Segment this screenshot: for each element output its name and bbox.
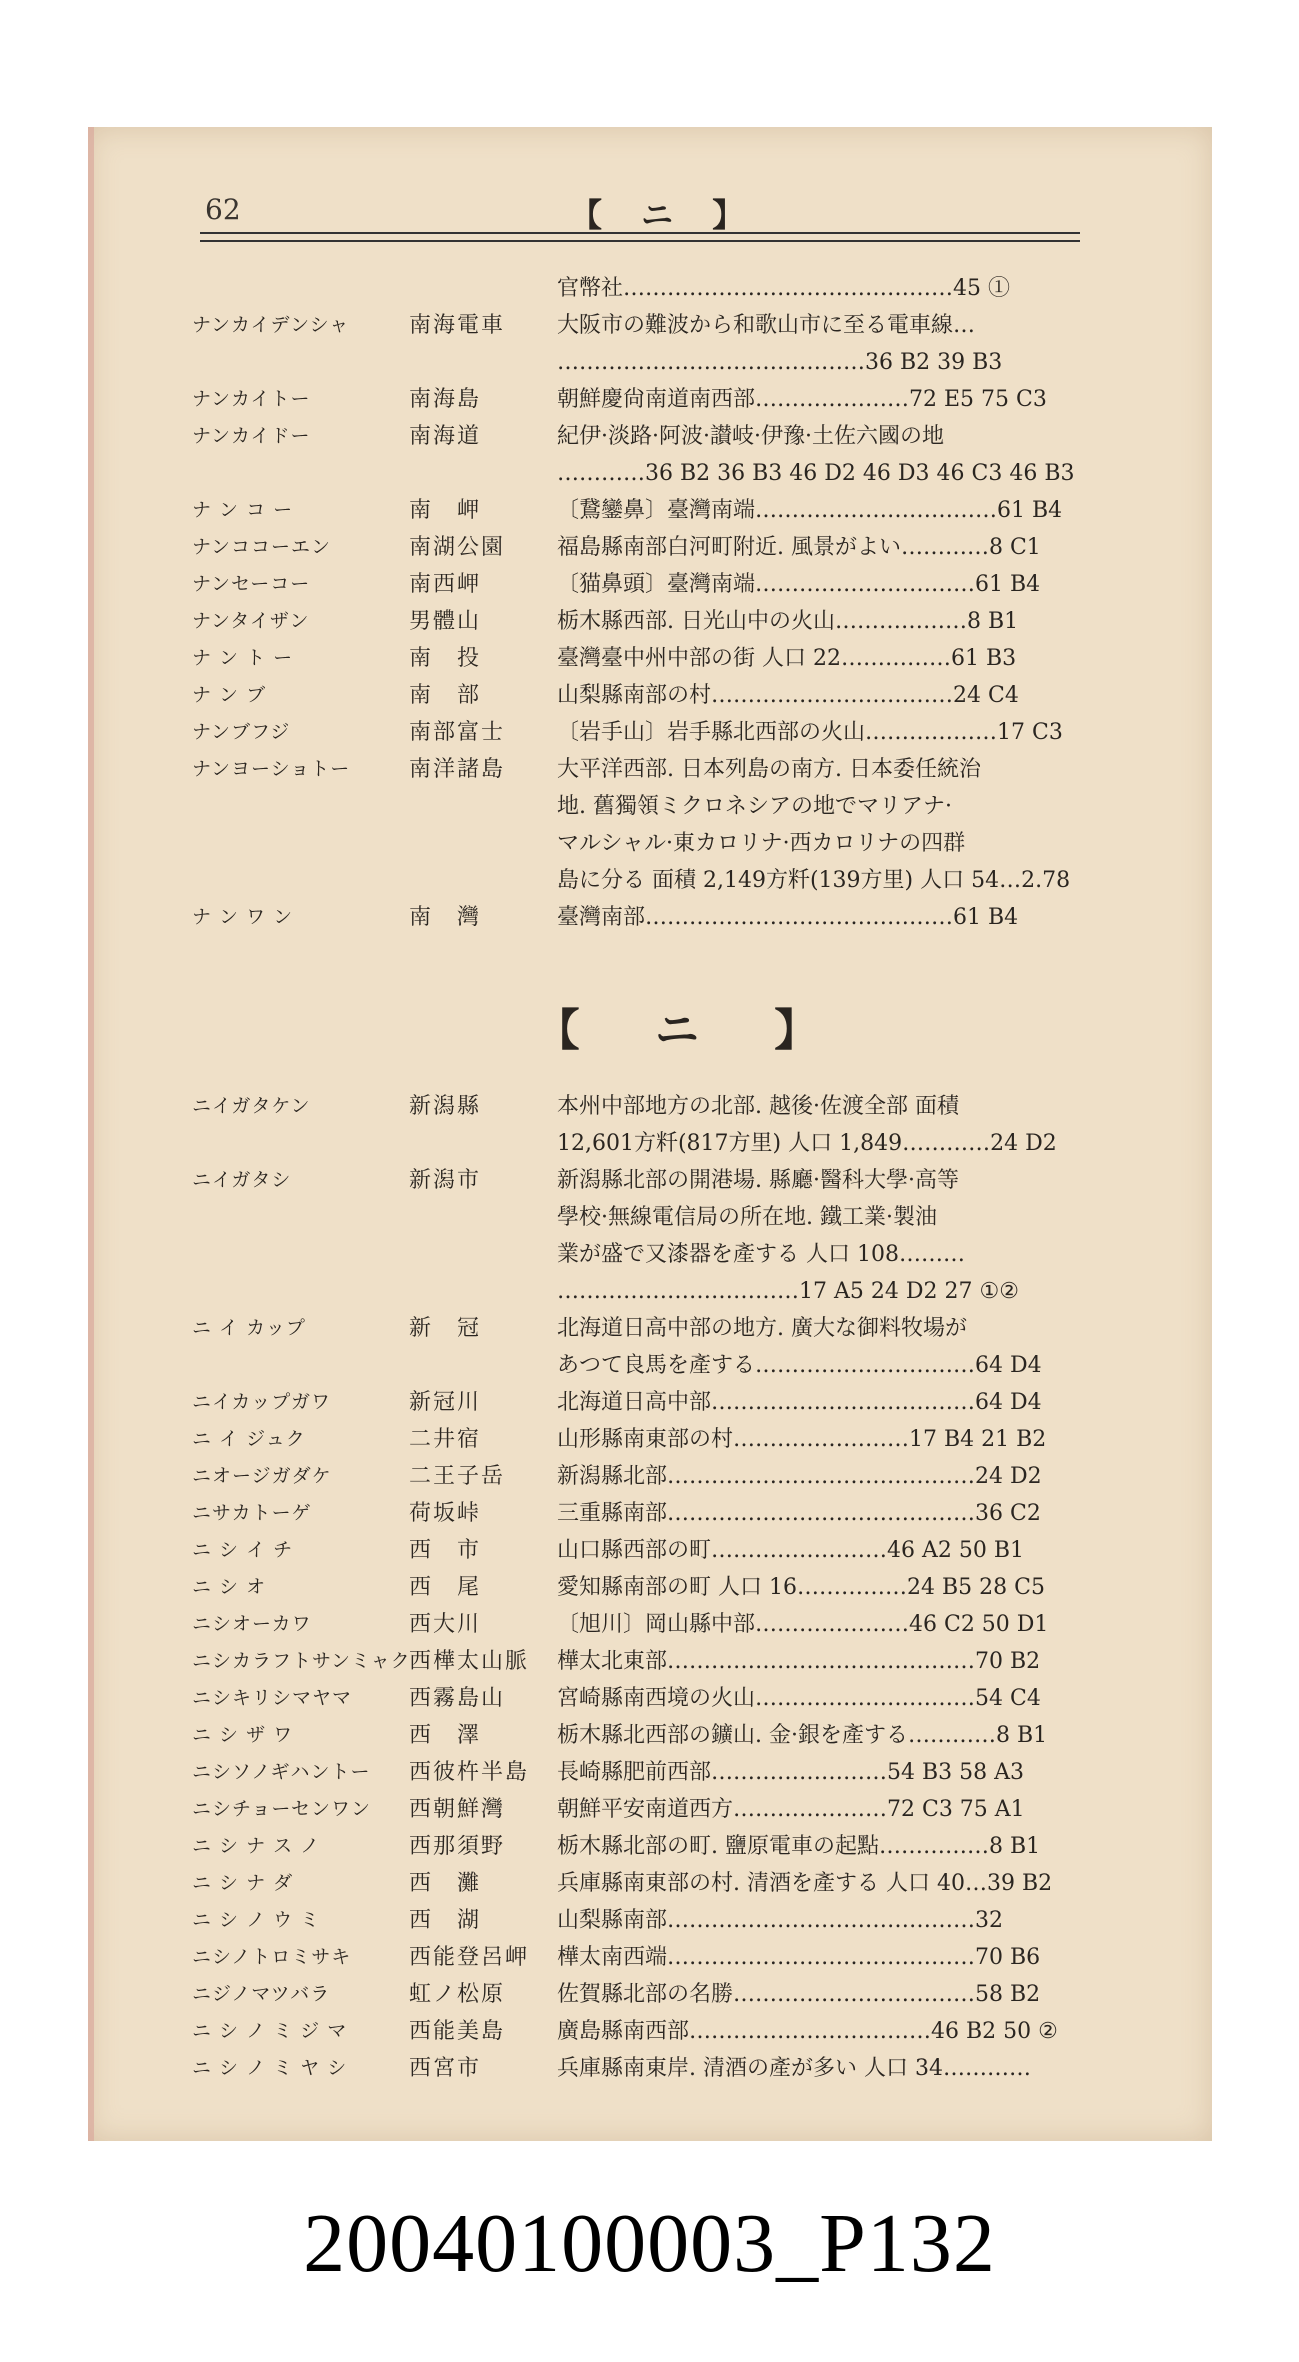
entry-row [192,1162,1072,1310]
entry-row [192,1532,1072,1569]
entry-row [192,1902,1072,1939]
entry-kana: ニシオーカワ [192,1613,312,1635]
paper-edge-stain [88,127,94,2141]
entry-kanji: 西 尾 [409,1575,482,1600]
entry-description [557,1569,1072,1606]
entry-description [557,2050,1072,2087]
entry-kanji: 新冠川 [409,1390,482,1415]
entry-kana: ナンタイザン [192,610,310,632]
entry-line: 臺灣南部……………………………………61 B4 [557,905,1019,930]
entry-row [192,751,1072,899]
entry-kana: ナンカイドー [192,425,311,447]
entry-kanji: 荷坂峠 [409,1501,482,1526]
entry-kana: ニシカラフトサンミャク [192,1650,411,1672]
section-na-entries [192,270,1075,936]
entry-row [192,1791,1072,1828]
entry-description [557,1902,1072,1939]
entry-kanji: 南海道 [409,424,482,449]
entry-kanji: 南洋諸島 [409,757,506,782]
entry-description [557,1717,1072,1754]
entry-kana: ニサカトーゲ [192,1502,312,1524]
entry-line: 北海道日高中部………………………………64 D4 [557,1390,1042,1415]
entry-kanji: 新潟市 [409,1168,482,1193]
entry-kanji: 西那須野 [409,1834,506,1859]
entry-kana: ニ シ イ チ [192,1539,294,1561]
entry-description [557,1791,1072,1828]
entry-kanji: 新 冠 [409,1316,482,1341]
entry-kana: ナ ン ブ [192,684,267,706]
entry-kanji: 西朝鮮灣 [409,1797,506,1822]
entry-line: ……………………………………36 B2 39 B3 [557,350,1003,375]
entry-kanji: 南海島 [409,387,482,412]
entry-description [557,566,1072,603]
page-header: 【 ニ 】 [570,196,759,234]
entry-row [192,1606,1072,1643]
entry-description [557,492,1072,529]
entry-description [557,1976,1072,2013]
entry-kana: ニ シ ノ ウ ミ [192,1909,321,1931]
entry-line: 山形縣南東部の村……………………17 B4 21 B2 [557,1427,1047,1452]
entry-kana: ナ ン ワ ン [192,906,294,928]
entry-description [557,640,1072,677]
entry-line: 臺灣臺中州中部の街 人口 22……………61 B3 [557,646,1017,671]
entry-line: 北海道日高中部の地方. 廣大な御料牧場が [557,1316,967,1341]
entry-line: 愛知縣南部の町 人口 16……………24 B5 28 C5 [557,1575,1045,1600]
entry-line: 官幣社………………………………………45 ① [557,276,1010,301]
section-ni-heading: 【 ニ 】 [535,1005,849,1056]
entry-kanji: 南 灣 [409,905,482,930]
entry-kana: ニオージガダケ [192,1465,332,1487]
entry-line: 業が盛で又漆器を產する 人口 108……… [557,1242,965,1267]
entry-row [192,1828,1072,1865]
entry-description [557,603,1072,640]
entry-row [192,492,1072,529]
entry-line: 新潟縣北部の開港場. 縣廳·醫科大學·高等 [557,1168,959,1193]
entry-kana: ナンヨーショトー [192,758,351,780]
entry-kana: ニシノトロミサキ [192,1946,352,1968]
entry-kana: ニジノマツバラ [192,1983,331,2005]
entry-description [557,418,1074,492]
entry-row [192,899,1072,936]
entry-kana: ニ イ カップ [192,1317,306,1339]
entry-row [192,2050,1072,2087]
entry-kana: ナ ン ト ー [192,647,294,669]
entry-row [192,381,1072,418]
entry-kanji: 西 灘 [409,1871,482,1896]
archive-caption: 20040100003_P132 [303,2197,996,2290]
entry-line: 〔猫鼻頭〕臺灣南端…………………………61 B4 [557,572,1041,597]
entry-description [557,751,1072,899]
entry-line: 兵庫縣南東部の村. 清酒を產する 人口 40…39 B2 [557,1871,1053,1896]
entry-row [192,640,1072,677]
entry-kana: ニシソノギハントー [192,1761,371,1783]
entry-line: 山梨縣南部……………………………………32 [557,1908,1003,1933]
entry-description [557,714,1072,751]
entry-line: 宮崎縣南西境の火山…………………………54 C4 [557,1686,1041,1711]
entry-row [192,529,1072,566]
entry-kanji: 西大川 [409,1612,482,1637]
entry-line: 〔岩手山〕岩手縣北西部の火山………………17 C3 [557,720,1063,745]
entry-row [192,1939,1072,1976]
entry-line: 學校·無線電信局の所在地. 鐵工業·製油 [557,1205,937,1230]
entry-row [192,1976,1072,2013]
entry-row [192,1569,1072,1606]
entry-line: 島に分る 面積 2,149方粁(139方里) 人口 54…2.78 [557,868,1071,893]
entry-line: 三重縣南部……………………………………36 C2 [557,1501,1041,1526]
entry-kanji: 西 澤 [409,1723,482,1748]
entry-kanji: 二王子岳 [409,1464,506,1489]
entry-kanji: 虹ノ松原 [409,1982,506,2007]
entry-description [557,1606,1072,1643]
entry-line: 兵庫縣南東岸. 清酒の產が多い 人口 34………… [557,2056,1031,2081]
entry-line: 長崎縣肥前西部……………………54 B3 58 A3 [557,1760,1025,1785]
entry-row [192,1754,1072,1791]
entry-kana: ニシチョーセンワン [192,1798,372,1820]
entry-kanji: 南海電車 [409,313,506,338]
entry-line: 新潟縣北部……………………………………24 D2 [557,1464,1042,1489]
entry-kanji: 西彼杵半島 [409,1760,530,1785]
entry-description [557,1828,1072,1865]
entry-description [557,1162,1072,1310]
entry-row [192,1495,1072,1532]
entry-line: マルシャル·東カロリナ·西カロリナの四群 [557,831,966,856]
entry-kanji: 南 岬 [409,498,482,523]
entry-row [192,1680,1072,1717]
entry-line: 山梨縣南部の村……………………………24 C4 [557,683,1019,708]
section-ni-entries [192,1088,1072,2087]
entry-kana: ニイガタケン [192,1095,311,1117]
entry-kanji: 西 市 [409,1538,482,1563]
entry-kana: ニイカップガワ [192,1391,332,1413]
entry-description [557,1495,1072,1532]
entry-line: 地. 舊獨領ミクロネシアの地でマリアナ· [557,794,952,819]
entry-kanji: 南湖公園 [409,535,506,560]
entry-line: 栃木縣北部の町. 鹽原電車の起點……………8 B1 [557,1834,1041,1859]
entry-row [192,2013,1072,2050]
entry-description [557,1384,1072,1421]
entry-description [557,1421,1072,1458]
entry-line: 栃木縣北西部の鑛山. 金·銀を產する…………8 B1 [557,1723,1048,1748]
entry-description [557,1865,1072,1902]
entry-line: 樺太南西端……………………………………70 B6 [557,1945,1041,1970]
entry-line: 栃木縣西部. 日光山中の火山………………8 B1 [557,609,1019,634]
entry-line: 佐賀縣北部の名勝……………………………58 B2 [557,1982,1041,2007]
entry-line: 山口縣西部の町……………………46 A2 50 B1 [557,1538,1025,1563]
entry-row [192,270,1072,307]
entry-description [557,1939,1072,1976]
entry-row [192,677,1072,714]
entry-kana: ナンココーエン [192,536,332,558]
entry-kana: ナ ン コ ー [192,499,294,521]
entry-description [557,529,1072,566]
entry-kana: ニ シ ノ ミ ジ マ [192,2020,348,2042]
entry-row [192,1088,1072,1162]
entry-kana: ニ イ ジュク [192,1428,306,1450]
header-rule [200,232,1080,242]
entry-kana: ニシキリシマヤマ [192,1687,353,1709]
entry-description [557,899,1072,936]
entry-kanji: 新潟縣 [409,1094,482,1119]
entry-description [557,1754,1072,1791]
entry-line: 大阪市の難波から和歌山市に至る電車線… [557,313,976,338]
entry-line: 本州中部地方の北部. 越後·佐渡全部 面積 [557,1094,959,1119]
entry-line: 〔旭川〕岡山縣中部…………………46 C2 50 D1 [557,1612,1049,1637]
entry-row [192,1310,1072,1384]
entry-kana: ナンセーコー [192,573,311,595]
entry-kana: ナンカイデンシャ [192,314,350,336]
entry-row [192,1384,1072,1421]
entry-description [557,2013,1072,2050]
entry-kanji: 南西岬 [409,572,482,597]
entry-description [557,1458,1072,1495]
entry-line: 大平洋西部. 日本列島の南方. 日本委任統治 [557,757,981,782]
entry-line: ……………………………17 A5 24 D2 27 ①② [557,1279,1019,1304]
entry-kanji: 二井宿 [409,1427,482,1452]
entry-kana: ニ シ ザ ワ [192,1724,294,1746]
entry-kana: ニ シ オ [192,1576,267,1598]
entry-row [192,1717,1072,1754]
entry-description [557,381,1072,418]
entry-kanji: 西 湖 [409,1908,482,1933]
entry-kana: ニ シ ナ ダ [192,1872,294,1894]
entry-line: 〔鵞鑾鼻〕臺灣南端……………………………61 B4 [557,498,1063,523]
entry-line: 廣島縣南西部……………………………46 B2 50 ② [557,2019,1058,2044]
entry-kanji: 西霧島山 [409,1686,506,1711]
entry-line: 福島縣南部白河町附近. 風景がよい…………8 C1 [557,535,1041,560]
entry-description [557,307,1072,381]
entry-kanji: 南部富士 [409,720,506,745]
entry-description [557,677,1072,714]
entry-row [192,1458,1072,1495]
entry-line: 12,601方粁(817方里) 人口 1,849…………24 D2 [557,1131,1057,1156]
entry-line: あつて良馬を產する…………………………64 D4 [557,1353,1042,1378]
entry-row [192,418,1075,492]
entry-description [557,270,1072,307]
entry-row [192,714,1072,751]
entry-description [557,1310,1072,1384]
entry-row [192,1643,1072,1680]
entry-description [557,1643,1072,1680]
entry-kanji: 西樺太山脈 [409,1649,530,1674]
entry-kanji: 西宮市 [409,2056,482,2081]
entry-kana: ナンブフジ [192,721,291,743]
page-number: 62 [205,193,241,226]
entry-line: 朝鮮平安南道西方…………………72 C3 75 A1 [557,1797,1025,1822]
entry-kana: ニイガタシ [192,1169,292,1191]
entry-description [557,1532,1072,1569]
entry-row [192,603,1072,640]
entry-line: 朝鮮慶尙南道南西部…………………72 E5 75 C3 [557,387,1047,412]
entry-line: …………36 B2 36 B3 46 D2 46 D3 46 C3 46 B3 [557,461,1075,486]
entry-kanji: 男體山 [409,609,482,634]
entry-kanji: 西能登呂岬 [409,1945,530,1970]
entry-kana: ニ シ ナ ス ノ [192,1835,321,1857]
entry-row [192,1865,1072,1902]
entry-line: 樺太北東部……………………………………70 B2 [557,1649,1041,1674]
entry-kanji: 南 投 [409,646,482,671]
entry-kanji: 南 部 [409,683,482,708]
entry-description [557,1088,1072,1162]
entry-kana: ニ シ ノ ミ ヤ シ [192,2057,348,2079]
entry-line: 紀伊·淡路·阿波·讃岐·伊豫·土佐六國の地 [557,424,944,449]
entry-row [192,1421,1072,1458]
entry-row [192,307,1072,381]
entry-row [192,566,1072,603]
dictionary-entries [192,270,1075,2087]
entry-description [557,1680,1072,1717]
entry-kanji: 西能美島 [409,2019,506,2044]
entry-kana: ナンカイトー [192,388,311,410]
